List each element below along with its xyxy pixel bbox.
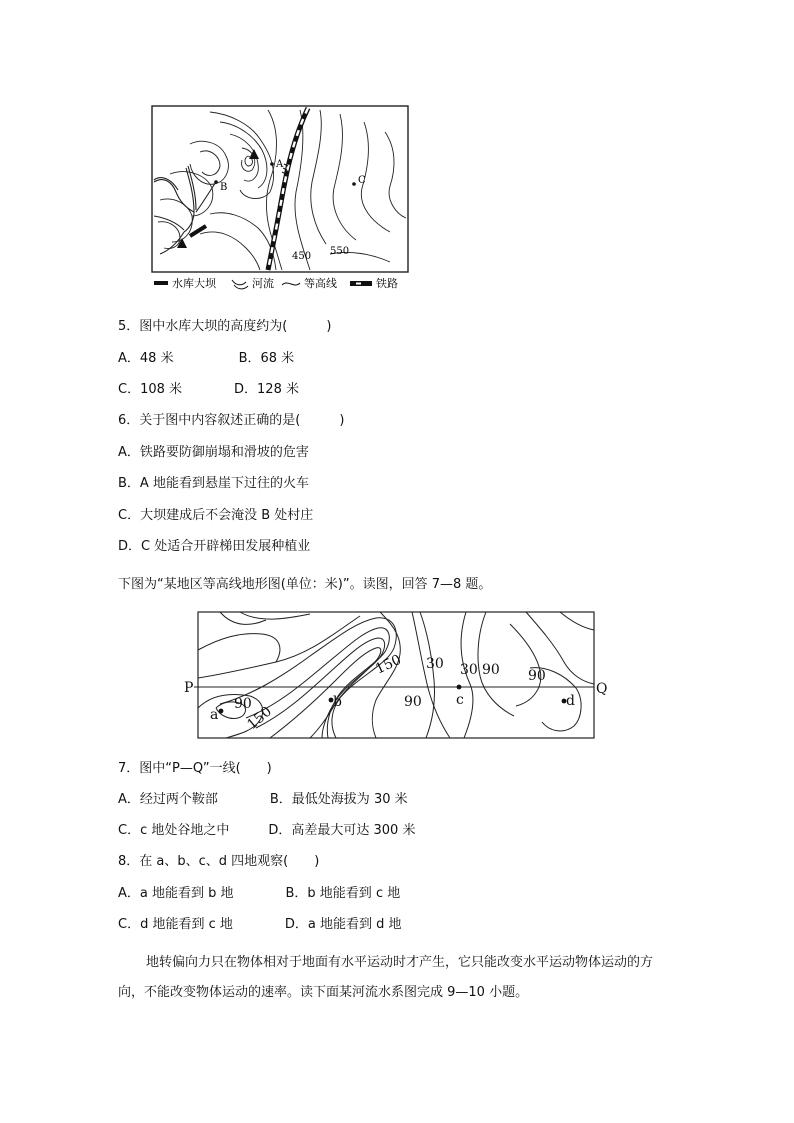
q5-options-cd: C．108 米 D．128 米 [118, 382, 299, 397]
q5-stem: 5．图中水库大坝的高度约为( ) [118, 319, 332, 334]
label-P: P [184, 680, 194, 696]
svg-text:铁路: 铁路 [376, 277, 398, 290]
q6-option-a: A．铁路要防御崩塌和滑坡的危害 [118, 445, 309, 460]
q5-options-ab: A．48 米 B．68 米 [118, 351, 295, 366]
label-450: 450 [292, 251, 312, 262]
intro-7-8: 下图为“某地区等高线地形图(单位：米)”。读图，回答 7—8 题。 [118, 577, 492, 592]
q6-option-c: C．大坝建成后不会淹没 B 处村庄 [118, 508, 314, 523]
label-B: B [220, 182, 228, 193]
label-30-right: 30 [460, 662, 478, 678]
q7-options-cd: C．c 地处谷地之中 D．高差最大可达 300 米 [118, 823, 416, 838]
label-a: a [210, 707, 219, 723]
q6-option-d: D．C 处适合开辟梯田发展种植业 [118, 539, 311, 554]
svg-text:水库大坝: 水库大坝 [172, 277, 216, 290]
label-550: 550 [330, 246, 350, 257]
label-90-center: 90 [404, 694, 422, 710]
label-C: C [358, 175, 366, 186]
label-90-a: 90 [234, 696, 252, 712]
q8-stem: 8．在 a、b、c、d 四地观察( ) [118, 854, 320, 869]
label-d: d [566, 693, 575, 709]
label-150-lower: 150 [244, 703, 276, 734]
q8-options-cd: C．d 地能看到 c 地 D．a 地能看到 d 地 [118, 917, 402, 932]
q7-stem: 7．图中“P—Q”一线( ) [118, 761, 272, 776]
map-legend [154, 276, 398, 290]
label-Q: Q [596, 681, 608, 697]
label-b: b [333, 694, 342, 710]
intro-9-10: 地转偏向力只在物体相对于地面有水平运动时才产生，它只能改变水平运动物体运动的方向，不能改变物体运动的速率。读下面某河流水系图完成 9—10 小题。 [118, 955, 654, 1000]
svg-text:等高线: 等高线 [304, 277, 337, 290]
q6-option-b: B．A 地能看到悬崖下过往的火车 [118, 476, 309, 491]
q6-stem: 6．关于图中内容叙述正确的是( ) [118, 413, 345, 428]
label-90-mid: 90 [482, 662, 500, 678]
svg-text:河流: 河流 [252, 277, 274, 290]
label-A: A [276, 159, 284, 170]
label-90-right: 90 [528, 668, 546, 684]
q8-options-ab: A．a 地能看到 b 地 B．b 地能看到 c 地 [118, 886, 401, 901]
figure-pq-contour-map [180, 608, 610, 742]
q7-options-ab: A．经过两个鞍部 B．最低处海拔为 30 米 [118, 792, 408, 807]
label-150-upper: 150 [372, 651, 404, 678]
figure-reservoir-contour-map [150, 104, 412, 292]
label-30-left: 30 [426, 656, 444, 672]
label-c: c [456, 692, 464, 708]
